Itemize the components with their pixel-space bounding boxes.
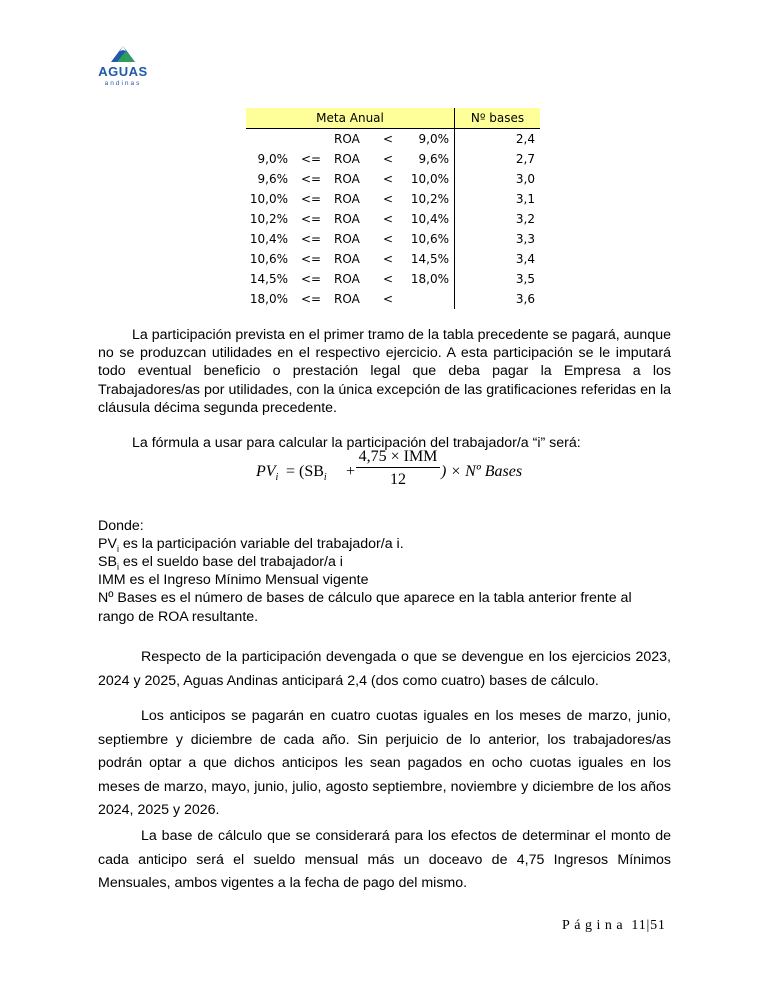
header-n-bases: Nº bases (455, 108, 541, 129)
roa-label: ROA (334, 252, 360, 266)
formula-plus: + (346, 463, 356, 480)
range-low: 10,2% (249, 212, 288, 226)
table-row (246, 209, 540, 229)
range-high: 9,0% (418, 132, 449, 146)
def-imm: IMM es el Ingreso Mínimo Mensual vigente (98, 572, 369, 588)
roa-label: ROA (334, 272, 360, 286)
roa-label: ROA (334, 292, 360, 306)
meta-anual-table (246, 108, 540, 309)
paragraph-base-calculo: La base de cálculo que se considerará para los efectos de determinar el monto de cada anticipo será el sueldo mensual más un doceavo de 4,75 Ingresos Mínimos Mensuales, ambos vigentes a la fecha de pago del mismo. (98, 828, 671, 891)
donde-label: Donde: (98, 518, 144, 534)
range-high: 10,6% (410, 232, 449, 246)
n-bases-value: 3,4 (455, 249, 541, 269)
range-high: 14,5% (410, 252, 449, 266)
table-header-row (246, 108, 540, 129)
n-bases-value: 3,5 (455, 269, 541, 289)
range-low: 10,4% (249, 232, 288, 246)
n-bases-value: 2,7 (455, 149, 541, 169)
table-row (246, 269, 540, 289)
roa-label: ROA (334, 152, 360, 166)
range-high (398, 289, 455, 309)
operator-lt: < (382, 152, 394, 166)
range-low: 14,5% (249, 272, 288, 286)
n-bases-value: 3,6 (455, 289, 541, 309)
def-sb: $SB_i$ es el sueldo base del trabajador/a i (98, 554, 343, 572)
formula-lhs: $PV_i$ (256, 463, 279, 484)
operator-lt: < (382, 252, 394, 266)
formula-fraction (356, 448, 440, 489)
paragraph-anticipo: Respecto de la participación devengada o que se devengue en los ejercicios 2023, 2024 y 2025, Aguas Andinas anticipará 2,4 (dos como cuatro) bases de cálculo. (98, 649, 671, 689)
operator-le: <= (300, 172, 322, 186)
roa-label: ROA (334, 232, 360, 246)
range-high: 9,6% (418, 152, 449, 166)
n-bases-value: 3,0 (455, 169, 541, 189)
roa-label: ROA (334, 212, 360, 226)
footer-label: Página (562, 918, 628, 933)
range-low: 18,0% (249, 292, 288, 306)
paragraph-primer-tramo: La participación prevista en el primer tramo de la tabla precedente se pagará, aunque no se produzcan utilidades en el respectivo ejercicio. A esta participación se le imputará todo eventual beneficio o prestación legal que deba pagar la Empresa a los Trabajadores/as por utilidades, con la única excepción de las gratificaciones referidas en la cláusula décima segunda precedente. (98, 327, 671, 416)
footer-total: 51 (650, 918, 666, 933)
range-low (246, 129, 288, 150)
operator-lt: < (382, 232, 394, 246)
paragraph-formula-intro: La fórmula a usar para calcular la participación del trabajador/a “i” será: (132, 435, 581, 451)
operator-le: <= (300, 212, 322, 226)
table-row (246, 189, 540, 209)
table-row (246, 149, 540, 169)
paragraph-cuotas: Los anticipos se pagarán en cuatro cuotas iguales en los meses de marzo, junio, septiembre y diciembre de cada año. Sin perjuicio de lo anterior, los trabajadores/as podrán optar a que dichos anticipos les sean pagados en ocho cuotas iguales en los meses de marzo, mayo, junio, julio, agosto septiembre, noviembre y diciembre de los años 2024, 2025 y 2026. (98, 708, 671, 818)
logo-word: AGUAS (98, 64, 148, 79)
def-pv: $PV_i$ es la participación variable del trabajador/a i. (98, 536, 404, 554)
n-bases-value: 3,2 (455, 209, 541, 229)
range-high: 10,2% (410, 192, 449, 206)
table-row (246, 289, 540, 309)
range-high: 18,0% (410, 272, 449, 286)
operator-le: <= (300, 292, 322, 306)
footer-page: 11 (631, 918, 647, 933)
operator-le: <= (300, 152, 322, 166)
aguas-andinas-logo (92, 44, 154, 92)
table-row (246, 169, 540, 189)
table-row (246, 249, 540, 269)
n-bases-value: 3,1 (455, 189, 541, 209)
n-bases-value: 2,4 (455, 129, 541, 150)
operator-lt: < (382, 132, 394, 146)
roa-label: ROA (334, 172, 360, 186)
formula-tail: ) × Nº Bases (441, 463, 523, 480)
footer-sep: | (646, 918, 651, 933)
range-low: 9,6% (257, 172, 288, 186)
formula-numerator: 4,75 × IMM (356, 448, 440, 468)
operator-le (288, 129, 334, 150)
operator-lt: < (382, 192, 394, 206)
operator-lt: < (382, 272, 394, 286)
operator-le: <= (300, 272, 322, 286)
operator-le: <= (300, 252, 322, 266)
operator-lt: < (382, 292, 394, 306)
participation-formula (256, 448, 556, 498)
operator-lt: < (382, 212, 394, 226)
roa-label: ROA (334, 192, 360, 206)
range-high: 10,4% (410, 212, 449, 226)
formula-open: = ($SB_i$ (286, 463, 327, 484)
operator-le: <= (300, 232, 322, 246)
range-low: 10,6% (249, 252, 288, 266)
range-low: 10,0% (249, 192, 288, 206)
range-high: 10,0% (410, 172, 449, 186)
def-bases: Nº Bases es el número de bases de cálculo que aparece en la tabla anterior frente al rango de ROA resultante. (98, 590, 632, 625)
n-bases-value: 3,3 (455, 229, 541, 249)
mountain-icon (111, 44, 135, 64)
table-row (246, 229, 540, 249)
header-meta-anual: Meta Anual (246, 108, 455, 129)
formula-denominator: 12 (390, 471, 406, 488)
roa-label: ROA (334, 132, 360, 146)
table-row (246, 129, 540, 150)
operator-le: <= (300, 192, 322, 206)
range-low: 9,0% (257, 152, 288, 166)
page-footer (562, 918, 666, 934)
logo-subword: andinas (104, 80, 142, 87)
operator-lt: < (382, 172, 394, 186)
